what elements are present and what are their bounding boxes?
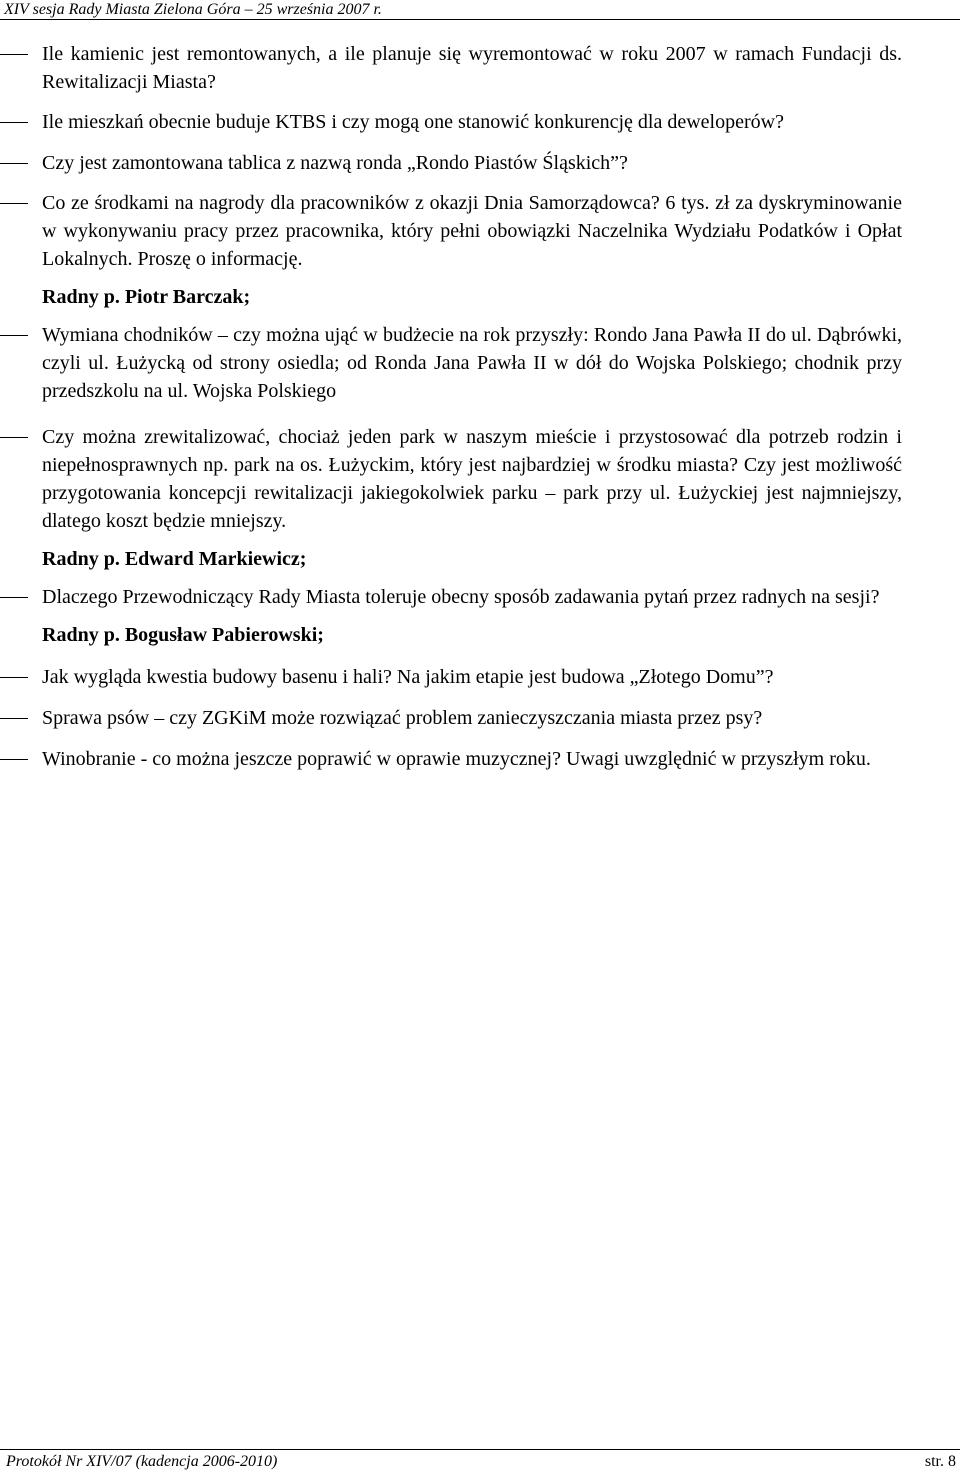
question-item [0,663,960,691]
speaker-heading: Radny p. Edward Markiewicz; [42,548,307,570]
question-text: Czy jest zamontowana tablica z nazwą ronda „Rondo Piastów Śląskich”? [42,152,628,174]
question-text: Winobranie - co można jeszcze poprawić w oprawie muzycznej? Uwagi uwzględnić w przyszłym roku. [42,748,871,770]
question-text: Ile mieszkań obecnie buduje KTBS i czy mogą one stanowić konkurencję dla deweloperów? [42,111,784,133]
footer-divider [0,1449,960,1450]
question-item [0,149,960,177]
question-text: Dlaczego Przewodniczący Rady Miasta toleruje obecny sposób zadawania pytań przez radnych na sesji? [42,586,880,608]
question-item [0,108,960,136]
page-header [4,0,956,19]
question-item [0,321,960,405]
question-text: Jak wygląda kwestia budowy basenu i hali? Na jakim etapie jest budowa „Złotego Domu”? [42,666,774,688]
question-text: Wymiana chodników – czy można ująć w budżecie na rok przyszły: Rondo Jana Pawła II do ul. Dąbrówki, czyli ul. Łużycką od strony osiedla; od Ronda Jana Pawła II w dół do Wojska Polskiego; chodnik przy przedszkolu na ul. Wojska Polskiego [42,324,902,402]
question-item [0,189,960,273]
question-item [0,745,960,773]
question-item [0,423,960,535]
question-text: Ile kamienic jest remontowanych, a ile planuje się wyremontować w roku 2007 w ramach Fundacji ds. Rewitalizacji Miasta? [42,43,902,93]
question-item [0,40,960,96]
header-divider [0,19,960,20]
question-item [0,583,960,611]
question-item [0,704,960,732]
page-number: str. 8 [924,1453,956,1470]
speaker-heading: Radny p. Bogusław Pabierowski; [42,624,324,646]
speaker-heading: Radny p. Piotr Barczak; [42,286,251,308]
question-text: Czy można zrewitalizować, chociaż jeden park w naszym mieście i przystosować dla potrzeb rodzin i niepełnosprawnych np. park na os. Łużyckim, który jest najbardziej w środku miasta? Czy jest możliwość przygotowania koncepcji rewitalizacji jakiegokolwiek parku – park przy ul. Łużyckiej jest najmniejszy, dlatego koszt będzie mniejszy. [42,426,902,532]
session-title: XIV sesja Rady Miasta Zielona Góra – 25 września 2007 r. [4,1,382,18]
protocol-number: Protokół Nr XIV/07 (kadencja 2006-2010) [6,1453,278,1470]
document-body [0,40,960,773]
question-text: Co ze środkami na nagrody dla pracowników z okazji Dnia Samorządowca? 6 tys. zł za dyskryminowanie w wykonywaniu pracy przez pracownika, który pełni obowiązki Naczelnika Wydziału Podatków i Opłat Lokalnych. Proszę o informację. [42,192,902,270]
page-footer [6,1452,956,1474]
question-text: Sprawa psów – czy ZGKiM może rozwiązać problem zanieczyszczania miasta przez psy? [42,707,763,729]
